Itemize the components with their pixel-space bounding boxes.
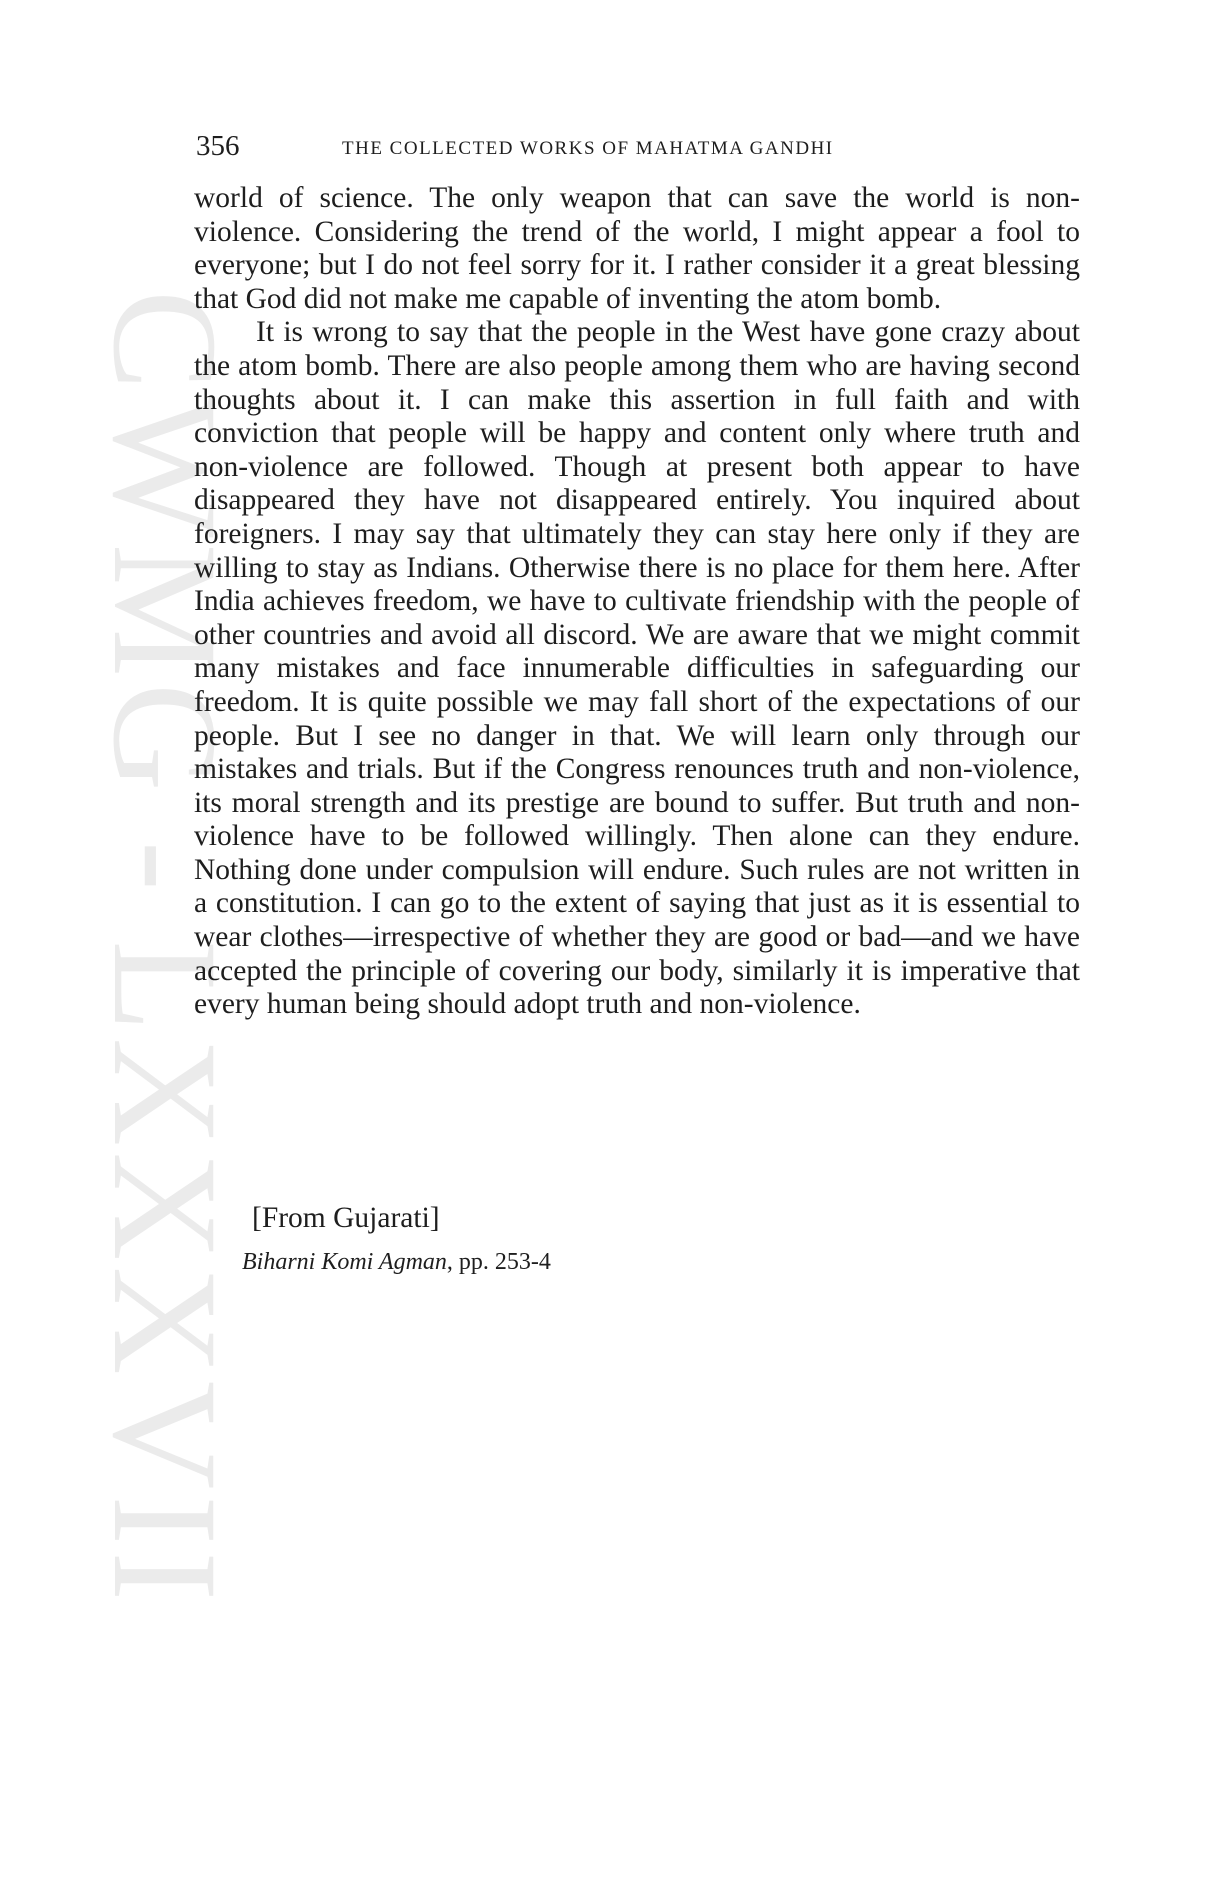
citation-pages: , pp. 253-4 (446, 1249, 551, 1275)
citation-title: Biharni Komi Agman (242, 1249, 447, 1275)
running-title: THE COLLECTED WORKS OF MAHATMA GANDHI (342, 138, 834, 159)
paragraph-continued: world of science. The only weapon that can save the world is non-violence. Considering the trend of the world, I might appear a fool to everyone; but I do not feel sorry for it. I rather consider it a great blessing that God did not make me capable of inventing the atom bomb. (194, 182, 1080, 315)
paragraph: It is wrong to say that the people in the West have gone crazy about the atom bomb. There are also people among them who are having second thoughts about it. I can make this assertion in full faith and with conviction that people will be happy and content only where truth and non-violence are followed. Though at present both appear to have disappeared they have not disappeared entirely. You inquired about foreigners. I may say that ultimately they can stay here only if they are willing to stay as Indians. Otherwise there is no place for them here. After India achieves freedom, we have to cultivate friendship with the people of other countries and avoid all discord. We are aware that we might commit many mistakes and face innumerable difficulties in safeguarding our freedom. It is quite possible we may fall short of the expectations of our people. But I see no danger in that. We will learn only through our mistakes and trials. But if the Congress renounces truth and non-violence, its moral strength and its prestige are bound to suffer. But truth and non-violence have to be followed willingly. Then alone can they endure. Nothing done under compulsion will endure. Such rules are not written in a constitution. I can go to the extent of saying that just as it is essential to wear clothes—irrespective of whether they are good or bad—and we have accepted the principle of covering our body, similarly it is imperative that every human being should adopt truth and non-violence. (194, 316, 1080, 1021)
page-number: 356 (196, 130, 240, 162)
watermark-text: CWMG - LXXXVII (82, 290, 248, 1608)
page-header (196, 128, 1080, 168)
citation (242, 1246, 551, 1278)
source-note: [From Gujarati] (252, 1202, 440, 1234)
body-text (194, 182, 1080, 1022)
